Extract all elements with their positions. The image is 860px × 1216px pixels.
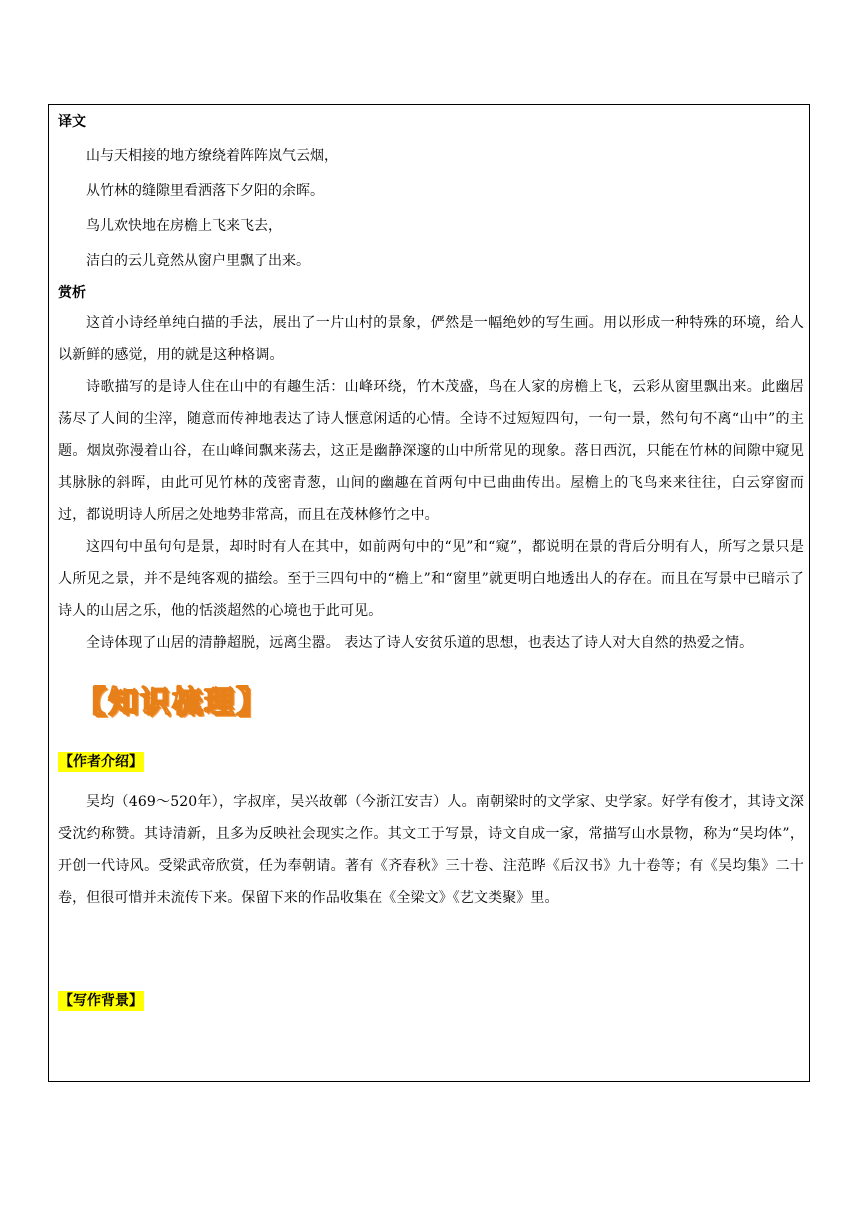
author-section (58, 751, 804, 772)
translation-heading: 译文 (58, 114, 86, 130)
translation-line: 山与天相接的地方缭绕着阵阵岚气云烟， (86, 148, 338, 164)
appreciation-paragraph: 全诗体现了山居的清静超脱，远离尘嚣。 表达了诗人安贫乐道的思想，也表达了诗人对大自然的热爱之情。 (86, 635, 754, 651)
background-section (58, 990, 804, 1011)
author-paragraph: 吴均（469～520年），字叔庠，吴兴故鄣（今浙江安吉）人。南朝梁时的文学家、史学家。好学有俊才，其诗文深受沈约称赞。其诗清新，且多为反映社会现实之作。其文工于写景，诗文自成一家，常描写山水景物，称为“吴均体”，开创一代诗风。受梁武帝欣赏，任为奉朝请。著有《齐春秋》三十卷、注范晔《后汉书》九十卷等；有《吴均集》二十卷，但很可惜并未流传下来。保留下来的作品收集在《全梁文》《艺文类聚》里。 (58, 794, 804, 906)
appreciation-paragraph: 这首小诗经单纯白描的手法，展出了一片山村的景象，俨然是一幅绝妙的写生画。用以形成一种特殊的环境，给人以新鲜的感觉，用的就是这种格调。 (58, 315, 804, 363)
document-body (58, 110, 804, 1011)
translation-line: 鸟儿欢快地在房檐上飞来飞去， (86, 218, 282, 234)
appreciation-heading: 赏析 (58, 285, 86, 301)
appreciation-paragraphs (58, 307, 804, 659)
appreciation-paragraph: 诗歌描写的是诗人住在山中的有趣生活：山峰环绕，竹木茂盛，鸟在人家的房檐上飞，云彩从窗里飘出来。此幽居荡尽了人间的尘滓，随意而传神地表达了诗人惬意闲适的心情。全诗不过短短四句，一句一景，然句句不离“山中”的主题。烟岚弥漫着山谷，在山峰间飘来荡去，这正是幽静深邃的山中所常见的现象。落日西沉，只能在竹林的间隙中窥见其脉脉的斜晖，由此可见竹林的茂密青葱，山间的幽趣在首两句中已曲曲传出。屋檐上的飞鸟来来往往，白云穿窗而过，都说明诗人所居之处地势非常高，而且在茂林修竹之中。 (58, 379, 804, 523)
author-tag: 【作者介绍】 (59, 754, 143, 770)
translation-line: 洁白的云儿竟然从窗户里飘了出来。 (86, 253, 310, 269)
translation-lines (58, 146, 804, 271)
appreciation-paragraph: 这四句中虽句句是景，却时时有人在其中，如前两句中的“见”和“窥”，都说明在景的背后分明有人，所写之景只是人所见之景，并不是纯客观的描绘。至于三四句中的“檐上”和“窗里”就更明白地透出人的存在。而且在写景中已暗示了诗人的山居之乐，他的恬淡超然的心境也于此可见。 (58, 539, 804, 619)
knowledge-banner: 〖知识梳理〗 (76, 685, 268, 720)
translation-line: 从竹林的缝隙里看洒落下夕阳的余晖。 (86, 183, 324, 199)
background-tag: 【写作背景】 (59, 993, 143, 1009)
